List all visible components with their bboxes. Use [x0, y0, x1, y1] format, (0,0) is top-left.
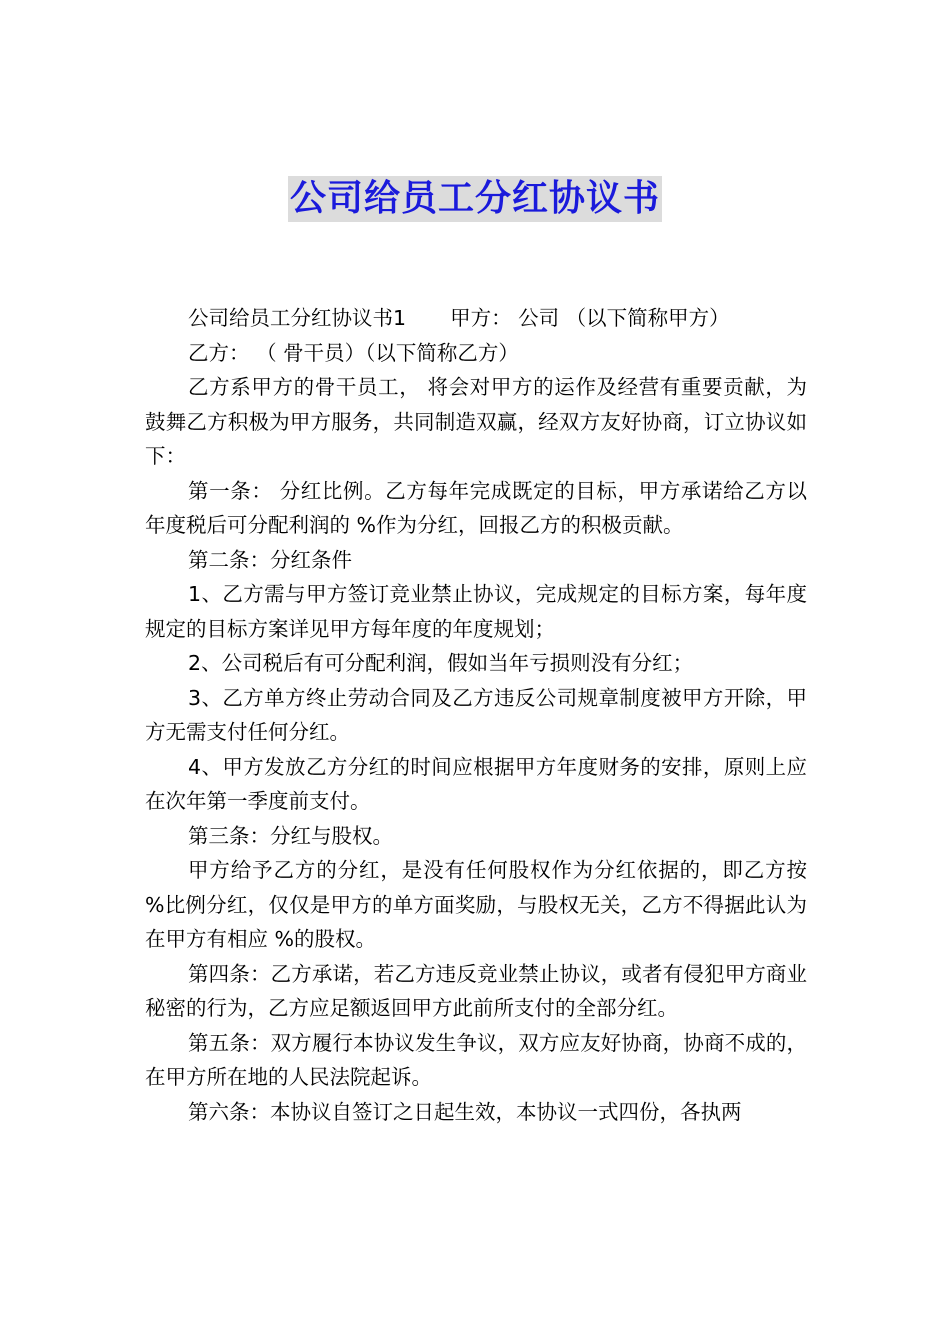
header-ref: 公司给员工分红协议书1	[188, 306, 407, 330]
title-container	[0, 176, 950, 222]
preamble-paragraph: 乙方系甲方的骨干员工， 将会对甲方的运作及经营有重要贡献，为鼓舞乙方积极为甲方服务，共同制造双赢，经双方友好协商，订立协议如下：	[145, 375, 807, 468]
condition-2-paragraph: 2、公司税后有可分配利润，假如当年亏损则没有分红；	[188, 651, 694, 675]
party-a-line: 甲方： 公司 （以下简称甲方）	[450, 306, 730, 330]
header-line	[145, 301, 807, 336]
condition-3-paragraph: 3、乙方单方终止劳动合同及乙方违反公司规章制度被甲方开除，甲方无需支付任何分红。	[145, 685, 807, 744]
condition-1-paragraph: 1、乙方需与甲方签订竞业禁止协议，完成规定的目标方案，每年度规定的目标方案详见甲方每年度的年度规划；	[145, 582, 807, 641]
article-6-paragraph: 第六条：本协议自签订之日起生效，本协议一式四份，各执两	[188, 1099, 742, 1124]
article-1-paragraph: 第一条： 分红比例。乙方每年完成既定的目标，甲方承诺给乙方以年度税后可分配利润的 %作为分红，回报乙方的积极贡献。	[145, 478, 807, 537]
document-body	[145, 301, 807, 1129]
condition-4-paragraph: 4、甲方发放乙方分红的时间应根据甲方年度财务的安排，原则上应在次年第一季度前支付。	[145, 754, 807, 813]
document-title: 公司给员工分红协议书	[288, 176, 662, 222]
article-3-heading: 第三条：分红与股权。	[188, 823, 394, 848]
article-5-paragraph: 第五条：双方履行本协议发生争议，双方应友好协商，协商不成的，在甲方所在地的人民法院起诉。	[145, 1030, 807, 1089]
party-b-line: 乙方： （ 骨干员）（以下简称乙方）	[188, 340, 519, 365]
article-4-paragraph: 第四条：乙方承诺，若乙方违反竞业禁止协议，或者有侵犯甲方商业秘密的行为，乙方应足额返回甲方此前所支付的全部分红。	[145, 961, 807, 1020]
article-3-paragraph: 甲方给予乙方的分红，是没有任何股权作为分红依据的，即乙方按 %比例分红，仅仅是甲方的单方面奖励，与股权无关，乙方不得据此认为在甲方有相应 %的股权。	[145, 858, 807, 951]
article-2-heading: 第二条：分红条件	[188, 547, 353, 572]
